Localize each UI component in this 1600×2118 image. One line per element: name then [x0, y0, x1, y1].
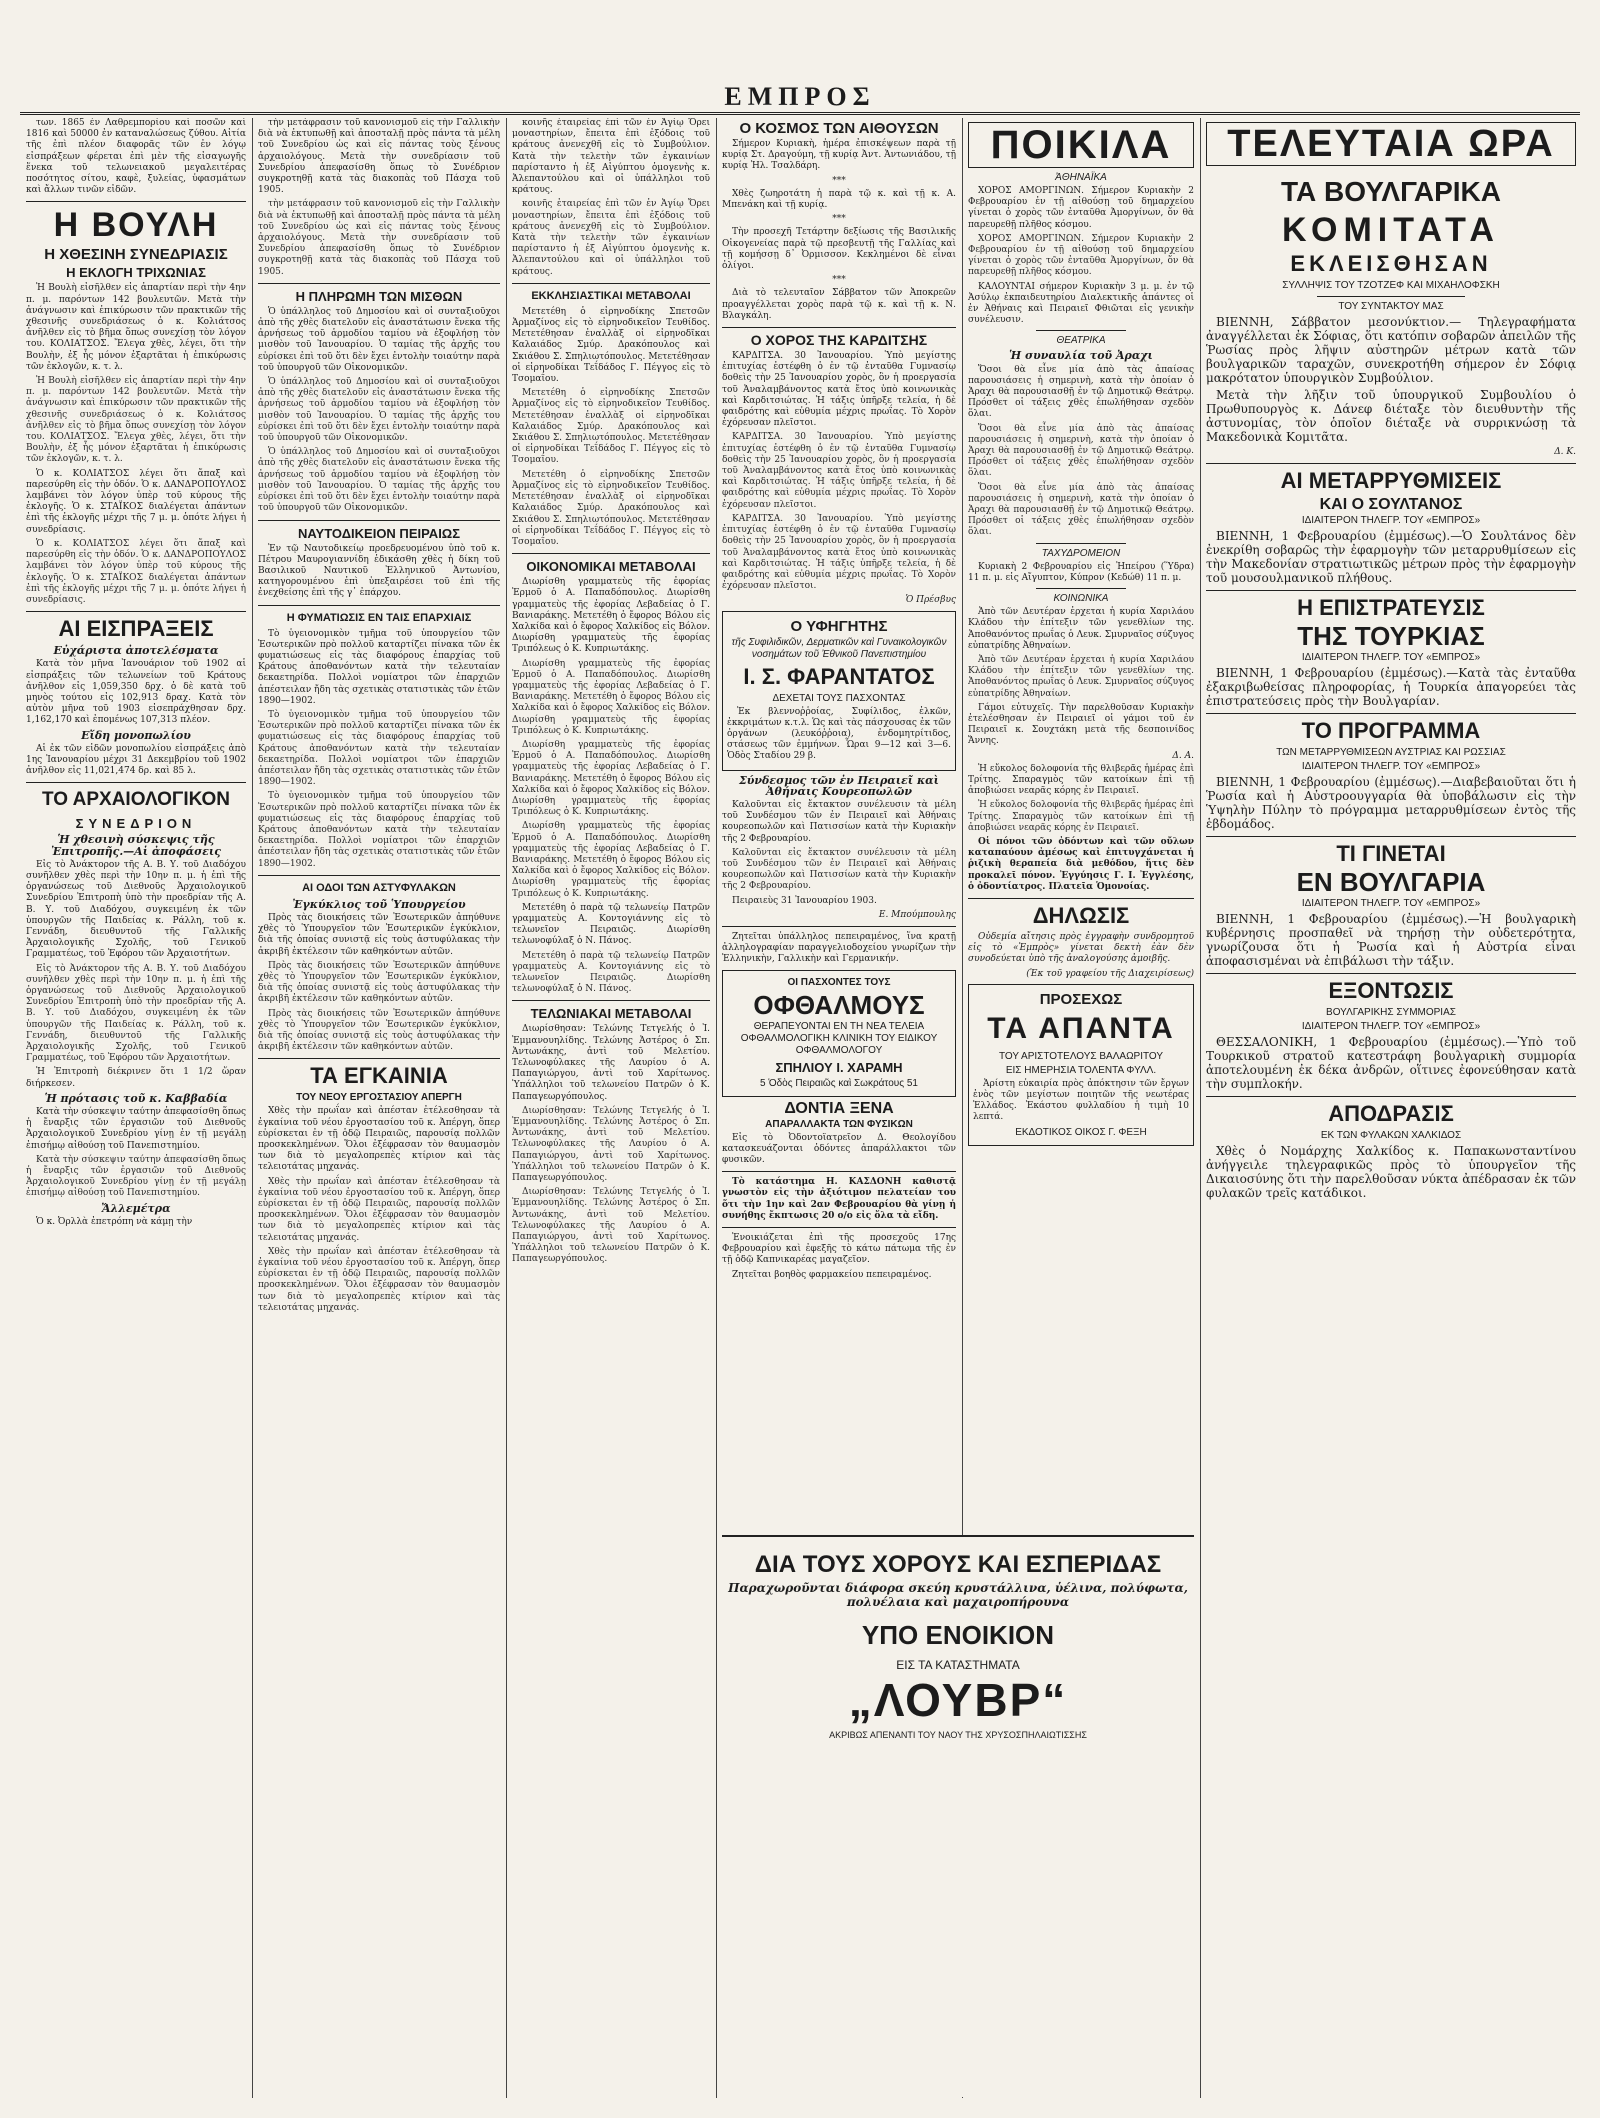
signature: (Ἐκ τοῦ γραφείου τῆς Διαχειρίσεως) [1026, 968, 1194, 979]
headline: ΕΝ ΒΟΥΛΓΑΡΙΑ [1296, 867, 1486, 898]
article-text: Διωρίσθη γραμματεὺς τῆς ἐφορίας Ἐρμοῦ ὁ Α. Παπαδόπουλος. Διωρίσθη γραμματεὺς τῆς ἐφορίας Λεβαδείας ὁ Γ. Βανιαράκης. Μετετέθη ὁ ἔφορος Βόλου εἰς Χαλκίδα καὶ ὁ ἔφορος Χαλκίδος εἰς Βόλον. Διωρίσθη γραμματεὺς τῆς ἐφορίας Τριπόλεως ὁ Κ. Κυπριωτάκης. [512, 739, 710, 818]
subheadline: Ἡ πρότασις τοῦ κ. Καββαδία [44, 1091, 228, 1105]
ad-heading: ΤΑ ΑΠΑΝΤΑ [987, 1011, 1175, 1045]
ad-store-name: „ΛΟΥΒΡ“ [848, 1674, 1068, 1726]
article-text: Ὅσοι θὰ εἶνε μία ἀπὸ τὰς ἀπαίσας παρουσιάσεις ἡ σημερινὴ, κατὰ τὴν ὁποίαν ὁ Ἀραχι θὰ παρουσιασθῇ ἐν τῷ Δημοτικῷ Θεάτρῳ. Πρόσθετ οἱ τάξεις χθὲς ἐπωλήθησαν σχεδὸν ὅλαι. [968, 364, 1194, 420]
headline: ΤΙ ΓΙΝΕΤΑΙ [1336, 841, 1446, 867]
article-text: Σήμερον Κυριακὴ, ἡμέρα ἐπισκέψεων παρὰ τῇ κυρίᾳ Στ. Δραγούμη, τῇ κυρίᾳ Ἀντ. Ἀντωνιάδου, τῇ κυρίᾳ Ἡλ. Τσαλδάρη. [722, 139, 956, 172]
article-text: ΒΙΕΝΝΗ, Σάββατον μεσονύκτιον.— Τηλεγραφήματα ἀναγγέλλεται ἐκ Σόφιας, ὅτι κατόπιν σοβαρῶν ἀπειλῶν τῆς Ῥωσίας πρὸς λῆψιν αὐστηρῶν μέτρων κατὰ τῶν βουλγαρικῶν ταραχῶν, συνεκροτήθη σήμερον ἐν Σόφιᾳ μακρότατον ὑπουργικὸν Συμβούλιον. [1206, 315, 1576, 385]
divider [722, 926, 956, 927]
article-text: Μετετέθη ὁ εἰρηνοδίκης Σπετσῶν Ἀρμαζίνος εἰς τὸ εἰρηνοδικεῖον Τευθίδος. Μετετέθησαν ἐναλλὰξ οἱ εἰρηνοδῖκαι Καλαιάδος Σμύρ. Δρακόπουλος καὶ Σκιάθου Σ. Σπηλιωτόπουλος. Μετετέθησαν οἱ εἰρηνοδίκαι Τεΐδάδος Γ. Πέγγος εἰς τὸ Τσομαΐου. [512, 306, 710, 385]
article-text: Μετετέθη ὁ εἰρηνοδίκης Σπετσῶν Ἀρμαζίνος εἰς τὸ εἰρηνοδικεῖον Τευθίδος. Μετετέθησαν ἐναλλὰξ οἱ εἰρηνοδῖκαι Καλαιάδος Σμύρ. Δρακόπουλος καὶ Σκιάθου Σ. Σπηλιωτόπουλος. Μετετέθησαν οἱ εἰρηνοδίκαι Τεΐδάδος Γ. Πέγγος εἰς τὸ Τσομαΐου. [512, 388, 710, 466]
subheadline: Ἡ συναυλία τοῦ Ἀραχι [1009, 349, 1153, 363]
article-text: Χθὲς τὴν πρωΐαν καὶ ἀπέσταν ἐτέλεσθησαν τὰ ἐγκαίνια τοῦ νέου ἐργοστασίου τοῦ κ. Ἀπέργη, ὅπερ εὑρίσκεται ἐν τῇ ὁδῷ Πειραιῶς, παρουσίᾳ πολλῶν προσκεκλημένων. Ὅλοι ἐξέφρασαν τὸν θαυμασμὸν των διὰ τὸ μεγαλοπρεπὲς κτίριον καὶ τὰς τελειοτάτας μηχανάς. [258, 1246, 500, 1313]
advertisement [722, 611, 956, 771]
article-text: Ὁ ὑπάλληλος τοῦ Δημοσίου καὶ οἱ συνταξιοῦχοι ἀπὸ τῆς χθὲς διατελοῦν εἰς ἀναστάτωσιν ἕνεκα τῆς ἀρνήσεως τοῦ ἁρμοδίου ταμίου νὰ ἐξοφλήσῃ τὸν μισθὸν τοῦ Ἰανουαρίου. Ὁ ταμίας τῆς ἀρχῆς του εὑρίσκει ἐπὶ τοῦ ὅτι δὲν ἔχει ἐντολὴν τοιαύτην παρὰ τοῦ ὑπουργοῦ τῶν Οἰκονομικῶν. [258, 377, 500, 444]
signature: Δ. Α. [1172, 750, 1194, 761]
headline: ΣΥΝΕΔΡΙΟΝ [75, 816, 197, 832]
subheadline: Ἄλλεμέτρα [101, 1201, 171, 1215]
article-text: Ἡ εὔκολος δολοφονία τῆς θλιβερᾶς ἡμέρας ἐπὶ Τρίτης. Σπαραγμὸς τῶν κατοίκων ἐπὶ τῇ ἀποβιώσει νεαρᾶς κόρης ἐν Πειραιεῖ. [968, 763, 1194, 797]
article-text: Διωρίσθησαν: Τελώνης Τετγελής ὁ Ἰ. Ἐμμανουηλίδης. Τελώνης Ἀστέρος ὁ Σπ. Ἀντωνάκης, ἀντὶ τοῦ Μελετίου. Τελωνοφύλακες τῆς Λαυρίου ὁ Α. Παπαγιώργου, ἀντὶ τοῦ Χαρίτωνος. Ὑπάλληλοι τοῦ τελωνείου Πατρῶν ὁ Κ. Παπαγεωργόπουλος. [512, 1187, 710, 1265]
advertisement [968, 984, 1194, 1146]
article-text: ΒΙΕΝΝΗ, 1 Φεβρουαρίου (ἐμμέσως).—Ὁ Σουλτάνος δὲν ἐνεκρίθη σοβαρῶς τὴν ἐφαρμογὴν τῶν μεταρρυθμίσεων εἰς τὴν Μακεδονίαν στρατιωτικῶς μέτρων πρὸς τὴν ἐφαρμογὴν τοῦ μουσουλμανικοῦ πλήθους. [1206, 529, 1576, 586]
subsection-heading: ΤΑΧΥΔΡΟΜΕΙΟΝ [1041, 547, 1121, 559]
article-text: Διὰ τὸ τελευταῖον Σάββατον τῶν Ἀποκρεῶν προαγγέλλεται χορὸς παρὰ τῷ κ. καὶ τῇ κ. Ν. Βλαγκάλη. [722, 288, 956, 321]
divider [258, 1058, 500, 1059]
divider [258, 605, 500, 606]
ad-subheading: ΕΙΣ ΤΑ ΚΑΤΑΣΤΗΜΑΤΑ [896, 1658, 1020, 1672]
telegram-source: ΙΔΙΑΙΤΕΡΟΝ ΤΗΛΕΓΡ. ΤΟΥ «ΕΜΠΡΟΣ» [1301, 515, 1481, 527]
masthead-rule [20, 112, 1580, 115]
article-text: Χθὲς ζωηροτάτη ἡ παρὰ τῷ κ. καὶ τῇ κ. Α. Μπενάκη καὶ τῇ κυρίᾳ. [722, 188, 956, 211]
subheadline: ΤΩΝ ΜΕΤΑΡΡΥΘΜΙΣΕΩΝ ΑΥΣΤΡΙΑΣ ΚΑΙ ΡΩΣΣΙΑΣ [1276, 747, 1506, 759]
ad-heading: Ο ΥΦΗΓΗΤΗΣ [790, 617, 888, 635]
column-rule [506, 118, 507, 2098]
headline: ΤΕΛΩΝΙΑΚΑΙ ΜΕΤΑΒΟΛΑΙ [530, 1006, 692, 1022]
ad-text: Ἀρίστη εὐκαιρία πρὸς ἀπόκτησιν τῶν ἔργων ἑνὸς τῶν μεγίστων ποιητῶν τῆς νεωτέρας Ἑλλάδος. Ἑκάστου φυλλαδίου ἡ τιμὴ 10 λεπτά. [973, 1078, 1189, 1123]
article-text: Διωρίσθη γραμματεὺς τῆς ἐφορίας Ἐρμοῦ ὁ Α. Παπαδόπουλος. Διωρίσθη γραμματεὺς τῆς ἐφορίας Λεβαδείας ὁ Γ. Βανιαράκης. Μετετέθη ὁ ἔφορος Βόλου εἰς Χαλκίδα καὶ ὁ ἔφορος Χαλκίδος εἰς Βόλον. Διωρίσθη γραμματεὺς τῆς ἐφορίας Τριπόλεως ὁ Κ. Κυπριωτάκης. [512, 821, 710, 899]
column-6 [1206, 118, 1576, 2098]
article-text: Μετετέθη ὁ εἰρηνοδίκης Σπετσῶν Ἀρμαζίνος εἰς τὸ εἰρηνοδικεῖον Τευθίδος. Μετετέθησαν ἐναλλὰξ οἱ εἰρηνοδῖκαι Καλαιάδος Σμύρ. Δρακόπουλος καὶ Σκιάθου Σ. Σπηλιωτόπουλος. Μετετέθησαν οἱ εἰρηνοδίκαι Τεΐδάδος Γ. Πέγγος εἰς τὸ Τσομαΐου. [512, 469, 710, 547]
ad-heading: ΠΡΟΣΕΧΩΣ [1039, 990, 1123, 1008]
advertisement-louvre [722, 1535, 1194, 2097]
article-text: ΧΟΡΟΣ ΑΜΟΡΓΙΝΩΝ. Σήμερον Κυριακὴν 2 Φεβρουαρίου ἐν τῇ αἰθούσῃ τοῦ δημαρχείου γίνεται ὁ χορὸς τῶν ἐνταῦθα Ἀμοργίνων, ὅν θὰ παρευρεθῇ πλῆθος κόσμου. [968, 233, 1194, 278]
classified-text: Ζητεῖται βοηθὸς φαρμακείου πεπειραμένος. [732, 1269, 932, 1280]
article-text: Ἡ Βουλὴ εἰσῆλθεν εἰς ἀπαρτίαν περὶ τὴν 4ην π. μ. παρόντων 142 βουλευτῶν. Μετὰ τὴν ἀνάγνωσιν καὶ ἐπικύρωσιν τῶν πρακτικῶν τῆς χθεσινῆς συνεδριάσεως ὁ κ. Κολιάτσος ἀνῆλθεν εἰς τὸ βῆμα ὅπως συνεχίσῃ τὸν λόγον του. ΚΟΛΙΑΤΣΟΣ. Ἔλεγα χθὲς, λέγει, ὅτι τὴν Βουλὴν, ἐξ ἧς μόνον ἐξαρτᾶται ἡ ἐπικύρωσις τῶν ἐκλογῶν, κ. τ. λ. [26, 376, 246, 465]
divider [1206, 973, 1576, 974]
headline: ΑΠΟΔΡΑΣΙΣ [1328, 1101, 1454, 1127]
headline: ΔΗΛΩΣΙΣ [1032, 902, 1130, 928]
headline: Ο ΧΟΡΟΣ ΤΗΣ ΚΑΡΔΙΤΣΗΣ [750, 332, 928, 349]
article-text: Τὸ ὑγειονομικὸν τμῆμα τοῦ ὑπουργείου τῶν Ἐσωτερικῶν πρὸ πολλοῦ καταρτίζει πίνακα τῶν ἐκ φυματιώσεως εἰς τὰς διαφόρους ἐπαρχίας τοῦ Κράτους ἀποθανόντων κατὰ τὴν τελευταίαν δεκαετηρίδα. Πολλοὶ νομίατροι τῶν ἐπαρχιῶν ἀπέστειλαν ἤδη τὰς σχετικὰς στατιστικὰς τῶν ἐτῶν 1890—1902. [258, 709, 500, 788]
ad-subheading: τῆς Συφιλιδικῶν, Δερματικῶν καὶ Γυναικολογικῶν νοσημάτων τοῦ Ἐθνικοῦ Πανεπιστημίου [731, 636, 947, 660]
headline: Η ΧΘΕΣΙΝΗ ΣΥΝΕΔΡΙΑΣΙΣ [44, 246, 228, 264]
subheadline: Σύνδεσμος τῶν ἐν Πειραιεῖ καὶ Ἀθήναις Κουρεοπωλῶν [739, 773, 939, 798]
ad-subheading: ΑΠΑΡΑΛΛΑΚΤΑ ΤΩΝ ΦΥΣΙΚΩΝ [765, 1118, 913, 1130]
divider [1206, 590, 1576, 591]
article-text: ΚΑΡΔΙΤΣΑ. 30 Ἰανουαρίου. Ὑπὸ μεγίστης ἐπιτυχίας ἐστέφθη ὁ ἐν τῷ ἐνταῦθα Γυμνασίῳ δοθεὶς τὴν 25 Ἰανουαρίου χορὸς, ὃν ἡ προεργασία τοῦ Ἀναλαμβάνοντος κατὰ ἔτος ὑπὸ κοινωνικὰς καὶ Καρδιτσιώτας. Ἡ τάξις ὑπῆρξε τελεία, ἡ δὲ φαιδρότης καὶ εὐθυμία μέχρις πρωΐας. Τὸ Χορὸν ἐχόρευσαν πλεῖστοι. [722, 351, 956, 429]
article-text: Ἡ Ἐπιτροπὴ διέκρινεν ὅτι 1 1/2 ὥραν διήρκεσεν. [26, 1067, 246, 1089]
divider [968, 898, 1194, 899]
column-rule [1200, 118, 1201, 2098]
article-text: ΚΑΡΔΙΤΣΑ. 30 Ἰανουαρίου. Ὑπὸ μεγίστης ἐπιτυχίας ἐστέφθη ὁ ἐν τῷ ἐνταῦθα Γυμνασίῳ δοθεὶς τὴν 25 Ἰανουαρίου χορὸς, ὃν ἡ προεργασία τοῦ Ἀναλαμβάνοντος κατὰ ἔτος ὑπὸ κοινωνικὰς καὶ Καρδιτσιώτας. Ἡ τάξις ὑπῆρξε τελεία, ἡ δὲ φαιδρότης καὶ εὐθυμία μέχρις πρωΐας. Τὸ Χορὸν ἐχόρευσαν πλεῖστοι. [722, 432, 956, 510]
headline: ΕΞΟΝΤΩΣΙΣ [1328, 978, 1454, 1004]
subsection-heading: ΘΕΑΤΡΙΚΑ [1056, 335, 1106, 347]
ad-name: ΣΠΗΛΙΟΥ Ι. ΧΑΡΑΜΗ [775, 1059, 903, 1075]
newspaper-title: ΕΜΠΡΟΣ [724, 82, 876, 111]
subheadline: Η ΕΚΛΟΓΗ ΤΡΙΧΩΝΙΑΣ [66, 265, 206, 281]
ad-subheading: ΤΟΥ ΑΡΙΣΤΟΤΕΛΟΥΣ ΒΑΛΑΩΡΙΤΟΥ [998, 1050, 1164, 1062]
article-text: τὴν μετάφρασιν τοῦ κανονισμοῦ εἰς τὴν Γαλλικὴν διὰ νὰ ἐκτυπωθῇ καὶ ἀποσταλῇ πρὸς πάντα τὰ μέλη τοῦ Συνεδρίου ὡς καὶ εἰς πάντας τοὺς ξένους ἀρχαιολόγους. Μετὰ τὴν συνεδρίασιν τοῦ Συνεδρίου ἀπεφασίσθη ὅπως τὸ Συνέδριον συγκροτηθῇ κατὰ τὰς διακοπὰς τοῦ Πάσχα τοῦ 1905. [258, 118, 500, 196]
column-2 [258, 118, 500, 2098]
article-text: ΘΕΣΣΑΛΟΝΙΚΗ, 1 Φεβρουαρίου (ἐμμέσως).—Ὑπὸ τοῦ Τουρκικοῦ στρατοῦ κατεστράφη βουλγαρικὴ συμμορία ἀποτελουμένη ἐκ δέκα ἀνδρῶν, οἵτινες ἐφονεύθησαν κατὰ τὴν συμπλοκήν. [1206, 1035, 1576, 1092]
headline: ΤΑ ΕΓΚΑΙΝΙΑ [310, 1063, 448, 1089]
headline: ΚΟΜΙΤΑΤΑ [1282, 211, 1500, 249]
article-text: Ὁ κ. Ὀρλλὰ ἐπετρόπη νὰ κάμῃ τὴν [36, 1216, 193, 1227]
subheadline: Ἡ χθεσινὴ σύσκεψις τῆς Ἐπιτροπῆς.—Αἱ ἀποφάσεις [51, 833, 221, 858]
divider [1206, 463, 1576, 464]
divider [1036, 588, 1126, 589]
article-text: Εἰς τὸ Ἀνάκτορον τῆς Α. Β. Υ. τοῦ Διαδόχου συνῆλθεν χθὲς περὶ τὴν 10ην π. μ. ἡ ἐπὶ τῆς ὀργανώσεως τοῦ Διεθνοῦς Ἀρχαιολογικοῦ Συνεδρίου Ἐπιτροπὴ ὑπὸ τὴν προεδρίαν τῆς Α. Β. Υ. τοῦ Διαδόχου, συγκειμένη ἐκ τῶν ὑπουργῶν τῆς Παιδείας κ. Ράλλη, τοῦ κ. Γεννάδη, διευθυντοῦ τῆς Γαλλικῆς Ἀρχαιολογικῆς Σχολῆς, τοῦ Γενικοῦ Γραμματέως, τοῦ Ἐφόρου τῶν Ἀρχαιοτήτων. [26, 859, 246, 960]
section-heading-poikila: ΠΟΙΚΙΛΑ [968, 122, 1194, 168]
article-text: Διωρίσθη γραμματεὺς τῆς ἐφορίας Ἐρμοῦ ὁ Α. Παπαδόπουλος. Διωρίσθη γραμματεὺς τῆς ἐφορίας Λεβαδείας ὁ Γ. Βανιαράκης. Μετετέθη ὁ ἔφορος Βόλου εἰς Χαλκίδα καὶ ὁ ἔφορος Χαλκίδος εἰς Βόλον. Διωρίσθη γραμματεὺς τῆς ἐφορίας Τριπόλεως ὁ Κ. Κυπριωτάκης. [512, 658, 710, 736]
article-text: Κυριακὴ 2 Φεβρουαρίου εἰς Ἠπείρου (Ὕδρα) 11 π. μ. εἰς Αἴγυπτον, Κύπρον (Κεδώθ) 11 π. μ. [968, 561, 1194, 583]
article-text: Ἀπὸ τῶν Δευτέραν ἐρχεται ἡ κυρία Χαριλάου Κλάδου τὴν ἐπίτεξιν τῶν γενεθλίων της. Ἀποθανόντος πρωΐας ὁ Λευκ. Σμυρναῖος σύζυγος εὐπατρίδης Ἀθηναίων. [968, 607, 1194, 651]
headline: ΑΙ ΟΔΟΙ ΤΩΝ ΑΣΤΥΦΥΛΑΚΩΝ [302, 881, 456, 894]
article-text: Κατὰ τὸν μῆνα Ἰανουάριον τοῦ 1902 αἱ εἰσπράξεις τῶν τελωνείων τοῦ Κράτους ἀνῆλθον εἰς 1,059,350 δρχ. ὁ δὲ κατὰ τοῦ μηνὸς τούτου εἰς 102,913 δραχ. Κατὰ τὸν αὐτὸν μῆνα τοῦ 1903 εἰσεπράχθησαν δρχ. 1,162,170 καὶ ἐπομένως 107,313 πλέον. [26, 659, 246, 726]
classified-text: Ζητεῖται ὑπάλληλος πεπειραμένος, ἵνα κρατῇ ἀλληλογραφίαν παραγγελιοδοχείου γνωρίζων τὴν Ἑλληνικὴν, Γαλλικὴν καὶ Γερμανικήν. [722, 931, 956, 965]
ad-subheading: ΑΚΡΙΒΩΣ ΑΠΕΝΑΝΤΙ ΤΟΥ ΝΑΟΥ ΤΗΣ ΧΡΥΣΟΣΠΗΛΑΙΩΤΙΣΣΗΣ [829, 1730, 1087, 1740]
article-text: ΚΑΛΟΥΝΤΑΙ σήμερον Κυριακὴν 3 μ. μ. ἐν τῷ Ἀσύλῳ ἐκπαιδευτηρίου Διαλεκτικῆς ἁπάντες οἱ ἐν Ἀθήναις καὶ Πειραιεῖ Φθιῶται εἰς γενικὴν συνέλευσιν. [968, 281, 1194, 326]
article-text: Καλοῦνται εἰς ἔκτακτον συνέλευσιν τὰ μέλη τοῦ Συνδέσμου τῶν ἐν Πειραιεῖ καὶ Ἀθήναις κουρεοπωλῶν καὶ Πατισσίων κατὰ τὴν Κυριακὴν τῆς 2 Φεβρουαρίου. [722, 847, 956, 892]
headline: ΝΑΥΤΟΔΙΚΕΙΟΝ ΠΕΙΡΑΙΩΣ [297, 525, 461, 541]
article-text: Κατὰ τὴν σύσκεψιν ταύτην ἀπεφασίσθη ὅπως ἡ ἔναρξις τῶν ἐργασιῶν τοῦ Διεθνοῦς Ἀρχαιολογικοῦ Συνεδρίου γίνῃ ἐν τῇ μεγάλῃ ἐπισήμῳ αἰθούσῃ τοῦ Πανεπιστημίου. [26, 1154, 246, 1199]
divider [1206, 836, 1576, 837]
ad-heading: ΔΟΝΤΙΑ ΞΕΝΑ [784, 1099, 894, 1117]
divider [26, 611, 246, 612]
article-text: Μετετέθη ὁ παρὰ τῷ τελωνείῳ Πατρῶν γραμματεὺς Α. Κοντογιάννης εἰς τὸ τελωνεῖον Πειραιῶς. Διωρίσθη τελωνοφύλαξ ὁ Ν. Πάνος. [512, 902, 710, 947]
article-text: Πρὸς τὰς διοικήσεις τῶν Ἐσωτερικῶν ἀπηύθυνε χθὲς τὸ Ὑπουργεῖον τῶν Ἐσωτερικῶν ἐγκύκλιον, διὰ τῆς ὁποίας συνιστᾷ εἰς τοὺς ἀστυφύλακας τὴν ἀκριβῆ ἐκτέλεσιν τῶν καθηκόντων αὐτῶν. [258, 1008, 500, 1053]
article-text: ΒΙΕΝΝΗ, 1 Φεβρουαρίου (ἐμμέσως).—Διαβεβαιοῦται ὅτι ἡ Ῥωσία καὶ ἡ Αὐστροουγγαρία θὰ ὑποβάλωσιν εἰς τὴν Ὑψηλὴν Πύλην τὸ πρόγραμμα μεταρρυθμίσεων ἐντὸς τῆς ἑβδομάδος. [1206, 775, 1576, 832]
divider [258, 283, 500, 284]
divider [258, 875, 500, 876]
article-text: Τὴν προσεχῆ Τετάρτην δεξίωσις τῆς Βασιλικῆς Οἰκογενείας παρὰ τῷ πρεσβευτῇ τῆς Γαλλίας καὶ τῇ κομήσσῃ δ᾽ Ὀρμισσον. Κεκλημένοι δὲ εἶναι ὀλίγοι. [722, 227, 956, 272]
ad-subheading: ΘΕΡΑΠΕΥΟΝΤΑΙ ΕΝ ΤΗ ΝΕΑ ΤΕΛΕΙΑ ΟΦΘΑΛΜΟΛΟΓΙΚΗ ΚΛΙΝΙΚΗ ΤΟΥ ΕΙΔΙΚΟΥ ΟΦΘΑΛΜΟΛΟΓΟΥ [740, 1020, 938, 1056]
article-date: Πειραιεὺς 31 Ἰανουαρίου 1903. [732, 895, 877, 906]
article-text: ΒΙΕΝΝΗ, 1 Φεβρουαρίου (ἐμμέσως).—Ἡ βουλγαρικὴ κυβέρνησις προσπαθεῖ νὰ τηρήσῃ τὴν οὐδετερότητα, γνωρίζουσα ὅτι ἡ Ῥωσία καὶ ἡ Αὐστρία εἶναι ἀποφασισμέναι νὰ ἐπιβάλωσι τὴν τάξιν. [1206, 912, 1576, 969]
article-text: Οὐδεμία αἴτησις πρὸς ἐγγραφὴν συνδρομητοῦ εἰς τὸ «Ἐμπρὸς» γίνεται δεκτὴ ἐὰν δὲν συνοδεύεται ὑπὸ τῆς ἀναλογούσης ἀμοιβῆς. [968, 931, 1194, 965]
divider [512, 1000, 710, 1001]
article-text: Γάμοι εὐτυχεῖς. Τὴν παρελθοῦσαν Κυριακὴν ἐτελέσθησαν ἐν Πειραιεῖ οἱ γάμοι τοῦ ἐν Πειραιεῖ κ. Σουχτάκη μετὰ τῆς δεσποινίδος Ἄννης. [968, 702, 1194, 747]
article-text: Χθὲς τὴν πρωΐαν καὶ ἀπέσταν ἐτέλεσθησαν τὰ ἐγκαίνια τοῦ νέου ἐργοστασίου τοῦ κ. Ἀπέργη, ὅπερ εὑρίσκεται ἐν τῇ ὁδῷ Πειραιῶς, παρουσίᾳ πολλῶν προσκεκλημένων. Ὅλοι ἐξέφρασαν τὸν θαυμασμὸν των διὰ τὸ μεγαλοπρεπὲς κτίριον καὶ τὰς τελειοτάτας μηχανάς. [258, 1106, 500, 1173]
divider [1036, 330, 1126, 331]
article-text: κοινῆς ἑταιρείας ἐπὶ τῶν ἐν Ἀγίῳ Ὄρει μοναστηρίων, ἔπειτα ἐπὶ ἐξόδοις τοῦ κράτους ἀνενεχθῆ εἰς τὸ Συμβούλιον. Κατὰ τὴν τελετὴν τῶν ἐγκαινίων παρίσταντο ἡ ἐξ Αἰγύπτου ὁμογενὴς κ. Ἀλεπαντούλου καὶ οἱ ὑπάλληλοι τοῦ κράτους. [512, 199, 710, 277]
divider [26, 201, 246, 202]
article-text: των. 1865 ἐν Λαθρεμπορίου καὶ ποσῶν καὶ 1816 καὶ 50000 ἐν καταναλώσεως ζύθου. Αἰτία τῆς ἐπὶ πλέον διαφορᾶς τῶν ἐν λόγῳ εἰσπράξεων φέρεται ἐπὶ μὲν τῆς εἰσαγωγῆς ἕνεκα τοῦ τελωνειακοῦ μεγαλειτέρας ποσότητος σίτου, καφὲ, ξυλείας, ὑφασμάτων καὶ ἄλλων τινῶν εἰδῶν. [26, 118, 246, 196]
classified-text: Τὸ κατάστημα Η. ΚΑΣΔΟΝΗ καθιστᾷ γνωστὸν εἰς τὴν ἀξιότιμον πελατείαν του ὅτι τὴν 1ην καὶ 2αν Φεβρουαρίου θὰ γίνῃ ἡ συνήθης ἔκπτωσις 20 ο/ο εἰς ὅλα τὰ εἴδη. [722, 1177, 956, 1221]
ad-address: 5 Ὁδὸς Πειραιῶς καὶ Σωκράτους 51 [759, 1077, 918, 1089]
telegram-source: ΙΔΙΑΙΤΕΡΟΝ ΤΗΛΕΓΡ. ΤΟΥ «ΕΜΠΡΟΣ» [1301, 761, 1481, 773]
ad-text: Εἰς τὸ Ὀδοντοϊατρεῖον Δ. Θεολογίδου κατασκευάζονται ὀδόντες ἀπαράλλακτοι τῶν φυσικῶν. [722, 1132, 956, 1165]
divider [26, 782, 246, 783]
article-text: Ὁ κ. ΚΟΛΙΑΤΣΟΣ λέγει ὅτι ἄπαξ καὶ παρεσύρθη εἰς τὴν ὁδόν. Ὁ κ. ΔΑΝΔΡΟΠΟΥΛΟΣ λαμβάνει τὸν λόγον ὑπὲρ τοῦ κύρους τῆς ἐκλογῆς. Ὁ κ. ΣΤΑΪΚΟΣ διαλέγεται ἀπάντων ἐπὶ τῆς ἐκλογῆς μέχρι τῆς 7 μ. μ. ὁπότε λήγει ἡ συνεδρίασις. [26, 468, 246, 535]
subheadline: Εἴδη μονοπωλίου [81, 728, 191, 742]
signature: Ε. Μπούμπουλης [878, 909, 956, 920]
subheadline: Ἐγκύκλιος τοῦ Ὑπουργείου [292, 897, 466, 911]
subheadline: Εὐχάριστα ἀποτελέσματα [53, 644, 219, 658]
article-text: Χθὲς τὴν πρωΐαν καὶ ἀπέσταν ἐτέλεσθησαν τὰ ἐγκαίνια τοῦ νέου ἐργοστασίου τοῦ κ. Ἀπέργη, ὅπερ εὑρίσκεται ἐν τῇ ὁδῷ Πειραιῶς, παρουσίᾳ πολλῶν προσκεκλημένων. Ὅλοι ἐξέφρασαν τὸν θαυμασμὸν των διὰ τὸ μεγαλοπρεπὲς κτίριον καὶ τὰς τελειοτάτας μηχανάς. [258, 1176, 500, 1243]
subsection-heading: ἈΘΗΝΑΪΚΑ [1055, 172, 1107, 183]
subheadline: ΤΟΥ ΣΥΝΤΑΚΤΟΥ ΜΑΣ [1338, 301, 1444, 312]
separator-stars: *** [832, 275, 846, 286]
article-text: Ὁ ὑπάλληλος τοῦ Δημοσίου καὶ οἱ συνταξιοῦχοι ἀπὸ τῆς χθὲς διατελοῦν εἰς ἀναστάτωσιν ἕνεκα τῆς ἀρνήσεως τοῦ ἁρμοδίου ταμίου νὰ ἐξοφλήσῃ τὸν μισθὸν τοῦ Ἰανουαρίου. Ὁ ταμίας τῆς ἀρχῆς του εὑρίσκει ἐπὶ τοῦ ὅτι δὲν ἔχει ἐντολὴν τοιαύτην παρὰ τοῦ ὑπουργοῦ τῶν Οἰκονομικῶν. [258, 306, 500, 373]
classified-text: Ἐνοικιάζεται ἐπὶ τῆς προσεχοῦς 17ης Φεβρουαρίου καὶ ἐφεξῆς τὸ κάτω πάτωμα τῆς ἐν τῇ ὁδῷ Καπνικαρέας μαγαζεῖον. [722, 1233, 956, 1266]
divider [722, 1171, 956, 1172]
article-text: Ὅσοι θὰ εἶνε μία ἀπὸ τὰς ἀπαίσας παρουσιάσεις ἡ σημερινὴ, κατὰ τὴν ὁποίαν ὁ Ἀραχι θὰ παρουσιασθῇ ἐν τῷ Δημοτικῷ Θεάτρῳ. Πρόσθετ οἱ τάξεις χθὲς ἐπωλήθησαν σχεδὸν ὅλαι. [968, 423, 1194, 479]
headline: ΑΙ ΜΕΤΑΡΡΥΘΜΙΣΕΙΣ [1280, 468, 1502, 494]
divider [1036, 543, 1126, 544]
divider [258, 520, 500, 521]
column-4 [722, 118, 956, 1528]
ad-heading: ΥΠΟ ΕΝΟΙΚΙΟΝ [861, 1620, 1055, 1650]
article-text: Ἐν τῷ Ναυτοδικείῳ προεδρευομένου ὑπὸ τοῦ κ. Πέτρου Μαυρογιαννίδη ἐδικάσθη χθὲς ἡ δίκη τοῦ Βασιλικοῦ Ναυτικοῦ Ἐλληνικοῦ Ἀντωνίου, κατηγορουμένου ἐπὶ ὑπεξαιρέσει τοῦ ἐπὶ τῆς ἐνεχθείσης ἐπὶ τῆς γ᾽ ἐπάρχου. [258, 543, 500, 599]
ad-heading: ΟΙ ΠΑΣΧΟΝΤΕΣ ΤΟΥΣ [787, 976, 891, 988]
column-3 [512, 118, 710, 2098]
article-text: Κατὰ τὴν σύσκεψιν ταύτην ἀπεφασίσθη ὅπως ἡ ἔναρξις τῶν ἐργασιῶν τοῦ Διεθνοῦς Ἀρχαιολογικοῦ Συνεδρίου γίνῃ ἐν τῇ μεγάλῃ ἐπισήμῳ αἰθούσῃ τοῦ Πανεπιστημίου. [26, 1107, 246, 1151]
subheadline: ΒΟΥΛΓΑΡΙΚΗΣ ΣΥΜΜΟΡΙΑΣ [1326, 1007, 1456, 1019]
article-text: Αἱ ἐκ τῶν εἰδῶν μονοπωλίου εἰσπράξεις ἀπὸ 1ης Ἰανουαρίου μέχρι 31 Δεκεμβρίου τοῦ 1902 ἀνῆλθον εἰς 11,021,474 δρ. καὶ 85 λ. [26, 743, 246, 777]
headline: ΤΑ ΒΟΥΛΓΑΡΙΚΑ [1281, 176, 1501, 207]
article-text: Τὸ ὑγειονομικὸν τμῆμα τοῦ ὑπουργείου τῶν Ἐσωτερικῶν πρὸ πολλοῦ καταρτίζει πίνακα τῶν ἐκ φυματιώσεως εἰς τὰς διαφόρους ἐπαρχίας τοῦ Κράτους ἀποθανόντων κατὰ τὴν τελευταίαν δεκαετηρίδα. Πολλοὶ νομίατροι τῶν ἐπαρχιῶν ἀπέστειλαν ἤδη τὰς σχετικὰς στατιστικὰς τῶν ἐτῶν 1890—1902. [258, 791, 500, 869]
ad-name: Ι. Σ. ΦΑΡΑΝΤΑΤΟΣ [743, 663, 935, 689]
advertisement [722, 970, 956, 1097]
article-text: ΚΑΡΔΙΤΣΑ. 30 Ἰανουαρίου. Ὑπὸ μεγίστης ἐπιτυχίας ἐστέφθη ὁ ἐν τῷ ἐνταῦθα Γυμνασίῳ δοθεὶς τὴν 25 Ἰανουαρίου χορὸς, ὃν ἡ προεργασία τοῦ Ἀναλαμβάνοντος κατὰ ἔτος ὑπὸ κοινωνικὰς καὶ Καρδιτσιώτας. Ἡ τάξις ὑπῆρξε τελεία, ἡ δὲ φαιδρότης καὶ εὐθυμία μέχρις πρωΐας. Τὸ Χορὸν ἐχόρευσαν πλεῖστοι. [722, 513, 956, 592]
separator-stars: *** [832, 175, 846, 186]
article-text: Ἡ Βουλὴ εἰσῆλθεν εἰς ἀπαρτίαν περὶ τὴν 4ην π. μ. παρόντων 142 βουλευτῶν. Μετὰ τὴν ἀνάγνωσιν καὶ ἐπικύρωσιν τῶν πρακτικῶν τῆς χθεσινῆς συνεδριάσεως ὁ κ. Κολιάτσος ἀνῆλθεν εἰς τὸ βῆμα ὅπως συνεχίσῃ τὸν λόγον του. ΚΟΛΙΑΤΣΟΣ. Ἔλεγα χθὲς, λέγει, ὅτι τὴν Βουλὴν, ἐξ ἧς μόνον ἐξαρτᾶται ἡ ἐπικύρωσις τῶν ἐκλογῶν, κ. τ. λ. [26, 283, 246, 372]
article-text: Ὅσοι θὰ εἶνε μία ἀπὸ τὰς ἀπαίσας παρουσιάσεις ἡ σημερινὴ, κατὰ τὴν ὁποίαν ὁ Ἀραχι θὰ παρουσιασθῇ ἐν τῷ Δημοτικῷ Θεάτρῳ. Πρόσθετ οἱ τάξεις χθὲς ἐπωλήθησαν σχεδὸν ὅλαι. [968, 482, 1194, 538]
headline: ΚΑΙ Ο ΣΟΥΛΤΑΝΟΣ [1319, 496, 1463, 514]
article-text: Πρὸς τὰς διοικήσεις τῶν Ἐσωτερικῶν ἀπηύθυνε χθὲς τὸ Ὑπουργεῖον τῶν Ἐσωτερικῶν ἐγκύκλιον, διὰ τῆς ὁποίας συνιστᾷ εἰς τοὺς ἀστυφύλακας τὴν ἀκριβῆ ἐκτέλεσιν τῶν καθηκόντων αὐτῶν. [258, 960, 500, 1005]
headline: Η ΦΥΜΑΤΙΩΣΙΣ ΕΝ ΤΑΙΣ ΕΠΑΡΧΙΑΙΣ [286, 611, 472, 624]
article-text: Ἡ εὔκολος δολοφονία τῆς θλιβερᾶς ἡμέρας ἐπὶ Τρίτης. Σπαραγμὸς τῶν κατοίκων ἐπὶ τῇ ἀποβιώσει νεαρᾶς κόρης ἐν Πειραιεῖ. [968, 800, 1194, 833]
column-rule [252, 118, 253, 2098]
telegram-source: ΙΔΙΑΙΤΕΡΟΝ ΤΗΛΕΓΡ. ΤΟΥ «ΕΜΠΡΟΣ» [1301, 898, 1481, 910]
headline: ΑΙ ΕΙΣΠΡΑΞΕΙΣ [58, 616, 214, 642]
separator-stars: *** [832, 214, 846, 225]
article-text: Μετὰ τὴν λῆξιν τοῦ ὑπουργικοῦ Συμβουλίου ὁ Πρωθυπουργὸς κ. Δάνεφ διέταξε τὸν διευθυντὴν τῆς ἀστυνομίας, τὸν ὁποῖον διέταξε νὰ συρρικνώσῃ τὰ Μακεδονικὰ Κομιτᾶτα. [1206, 388, 1576, 444]
masthead [0, 0, 1600, 111]
column-rule [716, 118, 717, 2098]
divider [1317, 296, 1465, 297]
section-heading-vouli: Η ΒΟΥΛΗ [53, 206, 219, 245]
article-text: Καλοῦνται εἰς ἔκτακτον συνέλευσιν τὰ μέλη τοῦ Συνδέσμου τῶν ἐν Πειραιεῖ καὶ Ἀθήναις κουρεοπωλῶν καὶ Πατισσίων κατὰ τὴν Κυριακὴν τῆς 2 Φεβρουαρίου. [722, 799, 956, 844]
article-text: Ὁ κ. ΚΟΛΙΑΤΣΟΣ λέγει ὅτι ἄπαξ καὶ παρεσύρθη εἰς τὴν ὁδόν. Ὁ κ. ΔΑΝΔΡΟΠΟΥΛΟΣ λαμβάνει τὸν λόγον ὑπὲρ τοῦ κύρους τῆς ἐκλογῆς. Ὁ κ. ΣΤΑΪΚΟΣ διαλέγεται ἀπάντων ἐπὶ τῆς ἐκλογῆς μέχρι τῆς 7 μ. μ. ὁπότε λήγει ἡ συνεδρίασις. [26, 538, 246, 605]
article-text: Ἀπὸ τῶν Δευτέραν ἐρχεται ἡ κυρία Χαριλάου Κλάδου τὴν ἐπίτεξιν τῶν γενεθλίων της. Ἀποθανόντος πρωΐας ὁ Λευκ. Σμυρναῖος σύζυγος εὐπατρίδης Ἀθηναίων. [968, 654, 1194, 699]
divider [722, 327, 956, 328]
article-text: Πρὸς τὰς διοικήσεις τῶν Ἐσωτερικῶν ἀπηύθυνε χθὲς τὸ Ὑπουργεῖον τῶν Ἐσωτερικῶν ἐγκύκλιον, διὰ τῆς ὁποίας συνιστᾷ εἰς τοὺς ἀστυφύλακας τὴν ἀκριβῆ ἐκτέλεσιν τῶν καθηκόντων αὐτῶν. [258, 912, 500, 957]
divider [722, 1227, 956, 1228]
divider [512, 283, 710, 284]
ad-publisher: ΕΚΔΟΤΙΚΟΣ ΟΙΚΟΣ Γ. ΦΕΞΗ [1015, 1126, 1147, 1138]
article-text: ΧΟΡΟΣ ΑΜΟΡΓΙΝΩΝ. Σήμερον Κυριακὴν 2 Φεβρουαρίου ἐν τῇ αἰθούσῃ τοῦ δημαρχείου γίνεται ὁ χορὸς τῶν ἐνταῦθα Ἀμοργίνων, ὅν θὰ παρευρεθῇ πλῆθος κόσμου. [968, 186, 1194, 230]
ad-text: Ἐκ βλεννοῤῥοίας, Συφίλιδος, ἑλκῶν, ἐκκριμάτων κ.τ.λ. Ὡς καὶ τὰς πάσχουσας ἐκ τῶν ὀργάνων (λευκόῤῥοια), ἐνδομητρίτιδος, στάσεως τῶν ἐμμήνων. Ὧραι 9—12 καὶ 3—6. Ὁδὸς Σταδίου 29 β. [727, 706, 951, 762]
headline: ΤΗΣ ΤΟΥΡΚΙΑΣ [1297, 621, 1485, 652]
column-1 [26, 118, 246, 2098]
article-text: κοινῆς ἑταιρείας ἐπὶ τῶν ἐν Ἀγίῳ Ὄρει μοναστηρίων, ἔπειτα ἐπὶ ἐξόδοις τοῦ κράτους ἀνενεχθῆ εἰς τὸ Συμβούλιον. Κατὰ τὴν τελετὴν τῶν ἐγκαινίων παρίσταντο ἡ ἐξ Αἰγύπτου ὁμογενὴς κ. Ἀλεπαντούλου καὶ οἱ ὑπάλληλοι τοῦ κράτους. [512, 118, 710, 196]
telegram-source: ΙΔΙΑΙΤΕΡΟΝ ΤΗΛΕΓΡ. ΤΟΥ «ΕΜΠΡΟΣ» [1301, 1021, 1481, 1033]
ad-subheading: Παραχωροῦνται διάφορα σκεύη κρυστάλλινα, ὑέλινα, πολύφωτα, πολυέλαια καὶ μαχαιροπήρουνα [728, 1581, 1188, 1609]
telegram-source: ΙΔΙΑΙΤΕΡΟΝ ΤΗΛΕΓΡ. ΤΟΥ «ΕΜΠΡΟΣ» [1301, 652, 1481, 664]
article-text: Μετετέθη ὁ παρὰ τῷ τελωνείῳ Πατρῶν γραμματεὺς Α. Κοντογιάννης εἰς τὸ τελωνεῖον Πειραιῶς. Διωρίσθη τελωνοφύλαξ ὁ Ν. Πάνος. [512, 950, 710, 995]
article-text: Χθὲς ὁ Νομάρχης Χαλκίδος κ. Παπακωνσταντίνου ἀνήγγειλε τηλεγραφικῶς πρὸς τὸ ὑπουργεῖον τῆς Δικαιοσύνης ὅτι τὴν παρελθοῦσαν νύκτα ἀπέδρασαν ἐκ τῶν φυλακῶν τρεῖς κατάδικοι. [1206, 1144, 1576, 1201]
headline: Η ΕΠΙΣΤΡΑΤΕΥΣΙΣ [1297, 595, 1485, 621]
section-heading-teleftaia-ora: ΤΕΛΕΥΤΑΙΑ ΩΡΑ [1206, 122, 1576, 166]
divider [512, 553, 710, 554]
article-text: Διωρίσθησαν: Τελώνης Τετγελής ὁ Ἰ. Ἐμμανουηλίδης. Τελώνης Ἀστέρος ὁ Σπ. Ἀντωνάκης, ἀντὶ τοῦ Μελετίου. Τελωνοφύλακες τῆς Λαυρίου ὁ Α. Παπαγιώργου, ἀντὶ τοῦ Χαρίτωνος. Ὑπάλληλοι τοῦ τελωνείου Πατρῶν ὁ Κ. Παπαγεωργόπουλος. [512, 1024, 710, 1102]
subheadline: ΣΥΛΛΗΨΙΣ ΤΟΥ ΤΖΟΤΖΕΦ ΚΑΙ ΜΙΧΑΗΛΟΦΣΚΗ [1282, 280, 1500, 291]
article-text: Τὸ ὑγειονομικὸν τμῆμα τοῦ ὑπουργείου τῶν Ἐσωτερικῶν πρὸ πολλοῦ καταρτίζει πίνακα τῶν ἐκ φυματιώσεως εἰς τὰς διαφόρους ἐπαρχίας τοῦ Κράτους ἀποθανόντων κατὰ τὴν τελευταίαν δεκαετηρίδα. Πολλοὶ νομίατροι τῶν ἐπαρχιῶν ἀπέστειλαν ἤδη τὰς σχετικὰς στατιστικὰς τῶν ἐτῶν 1890—1902. [258, 628, 500, 706]
article-text: Ὁ ὑπάλληλος τοῦ Δημοσίου καὶ οἱ συνταξιοῦχοι ἀπὸ τῆς χθὲς διατελοῦν εἰς ἀναστάτωσιν ἕνεκα τῆς ἀρνήσεως τοῦ ἁρμοδίου ταμίου νὰ ἐξοφλήσῃ τὸν μισθὸν τοῦ Ἰανουαρίου. Ὁ ταμίας τῆς ἀρχῆς του εὑρίσκει ἐπὶ τοῦ ὅτι δὲν ἔχει ἐντολὴν τοιαύτην παρὰ τοῦ ὑπουργοῦ τῶν Οἰκονομικῶν. [258, 447, 500, 514]
column-5 [968, 118, 1194, 1528]
headline: ΤΟ ΠΡΟΓΡΑΜΜΑ [1301, 718, 1481, 744]
ad-text: Οἱ πόνοι τῶν ὀδόντων καὶ τῶν οὔλων καταπαύουν ἀμέσως καὶ ἐπιτυγχάνεται ἡ ῥιζικὴ θεραπεία διὰ μεθόδου, ἥτις δὲν προκαλεῖ πόνον. Ἐγγύησις Γ. Ι. Ἐγγλέσης, ὁ ὀδοντίατρος. Πλατεῖα Ὁμονοίας. [968, 836, 1194, 892]
article-text: τὴν μετάφρασιν τοῦ κανονισμοῦ εἰς τὴν Γαλλικὴν διὰ νὰ ἐκτυπωθῇ καὶ ἀποσταλῇ πρὸς πάντα τὰ μέλη τοῦ Συνεδρίου ὡς καὶ εἰς πάντας τοὺς ξένους ἀρχαιολόγους. Μετὰ τὴν συνεδρίασιν τοῦ Συνεδρίου ἀπεφασίσθη ὅπως τὸ Συνέδριον συγκροτηθῇ κατὰ τὰς διακοπὰς τοῦ Πάσχα τοῦ 1905. [258, 199, 500, 277]
signature: Ὁ Πρέσβυς [905, 595, 956, 606]
article-text: Διωρίσθησαν: Τελώνης Τετγελής ὁ Ἰ. Ἐμμανουηλίδης. Τελώνης Ἀστέρος ὁ Σπ. Ἀντωνάκης, ἀντὶ τοῦ Μελετίου. Τελωνοφύλακες τῆς Λαυρίου ὁ Α. Παπαγιώργου, ἀντὶ τοῦ Χαρίτωνος. Ὑπάλληλοι τοῦ τελωνείου Πατρῶν ὁ Κ. Παπαγεωργόπουλος. [512, 1105, 710, 1184]
headline: Η ΠΛΗΡΩΜΗ ΤΩΝ ΜΙΣΘΩΝ [295, 288, 463, 304]
ad-subheading: ΕΙΣ ΗΜΕΡΗΣΙΑ ΤΟΛΕΝΤΑ ΦΥΛΛ. [1005, 1064, 1157, 1076]
ad-heading: ΔΙΑ ΤΟΥΣ ΧΟΡΟΥΣ ΚΑΙ ΕΣΠΕΡΙΔΑΣ [754, 1551, 1162, 1578]
headline: ΟΙΚΟΝΟΜΙΚΑΙ ΜΕΤΑΒΟΛΑΙ [526, 559, 696, 575]
divider [1206, 1096, 1576, 1097]
subheadline: ΕΚ ΤΩΝ ΦΥΛΑΚΩΝ ΧΑΛΚΙΔΟΣ [1320, 1130, 1462, 1142]
headline: ΤΟ ΑΡΧΑΙΟΛΟΓΙΚΟΝ [42, 789, 230, 811]
article-text: Εἰς τὸ Ἀνάκτορον τῆς Α. Β. Υ. τοῦ Διαδόχου συνῆλθεν χθὲς περὶ τὴν 10ην π. μ. ἡ ἐπὶ τῆς ὀργανώσεως τοῦ Διεθνοῦς Ἀρχαιολογικοῦ Συνεδρίου Ἐπιτροπὴ ὑπὸ τὴν προεδρίαν τῆς Α. Β. Υ. τοῦ Διαδόχου, συγκειμένη ἐκ τῶν ὑπουργῶν τῆς Παιδείας κ. Ράλλη, τοῦ κ. Γεννάδη, διευθυντοῦ τῆς Γαλλικῆς Ἀρχαιολογικῆς Σχολῆς, τοῦ Γενικοῦ Γραμματέως, τοῦ Ἐφόρου τῶν Ἀρχαιοτήτων. [26, 963, 246, 1064]
headline: Ο ΚΟΣΜΟΣ ΤΩΝ ΑΙΘΟΥΣΩΝ [739, 120, 939, 137]
divider [1206, 713, 1576, 714]
article-text: ΒΙΕΝΝΗ, 1 Φεβρουαρίου (ἐμμέσως).—Κατὰ τὰς ἐνταῦθα ἐξακριβωθείσας πληροφορίας, ἡ Τουρκία ἀπαγορεύει τὰς ἐπιστρατεύσεις πρὸς τὴν Βουλγαρίαν. [1206, 666, 1576, 709]
headline: ΕΚΛΕΙΣΘΗΣΑΝ [1290, 251, 1492, 276]
subsection-heading: ΚΟΙΝΩΝΙΚΑ [1053, 593, 1109, 605]
headline: ΕΚΚΛΗΣΙΑΣΤΙΚΑΙ ΜΕΤΑΒΟΛΑΙ [531, 289, 691, 302]
ad-heading: ΟΦΘΑΛΜΟΥΣ [753, 989, 925, 1020]
subheadline: ΤΟΥ ΝΕΟΥ ΕΡΓΟΣΤΑΣΙΟΥ ΑΠΕΡΓΗ [296, 1092, 462, 1104]
article-text: Διωρίσθη γραμματεὺς τῆς ἐφορίας Ἐρμοῦ ὁ Α. Παπαδόπουλος. Διωρίσθη γραμματεὺς τῆς ἐφορίας Λεβαδείας ὁ Γ. Βανιαράκης. Μετετέθη ὁ ἔφορος Βόλου εἰς Χαλκίδα καὶ ὁ ἔφορος Χαλκίδος εἰς Βόλον. Διωρίσθη γραμματεὺς τῆς ἐφορίας Τριπόλεως ὁ Κ. Κυπριωτάκης. [512, 577, 710, 655]
ad-subheading: ΔΕΧΕΤΑΙ ΤΟΥΣ ΠΑΣΧΟΝΤΑΣ [772, 692, 906, 704]
signature: Δ. Κ. [1554, 447, 1576, 457]
